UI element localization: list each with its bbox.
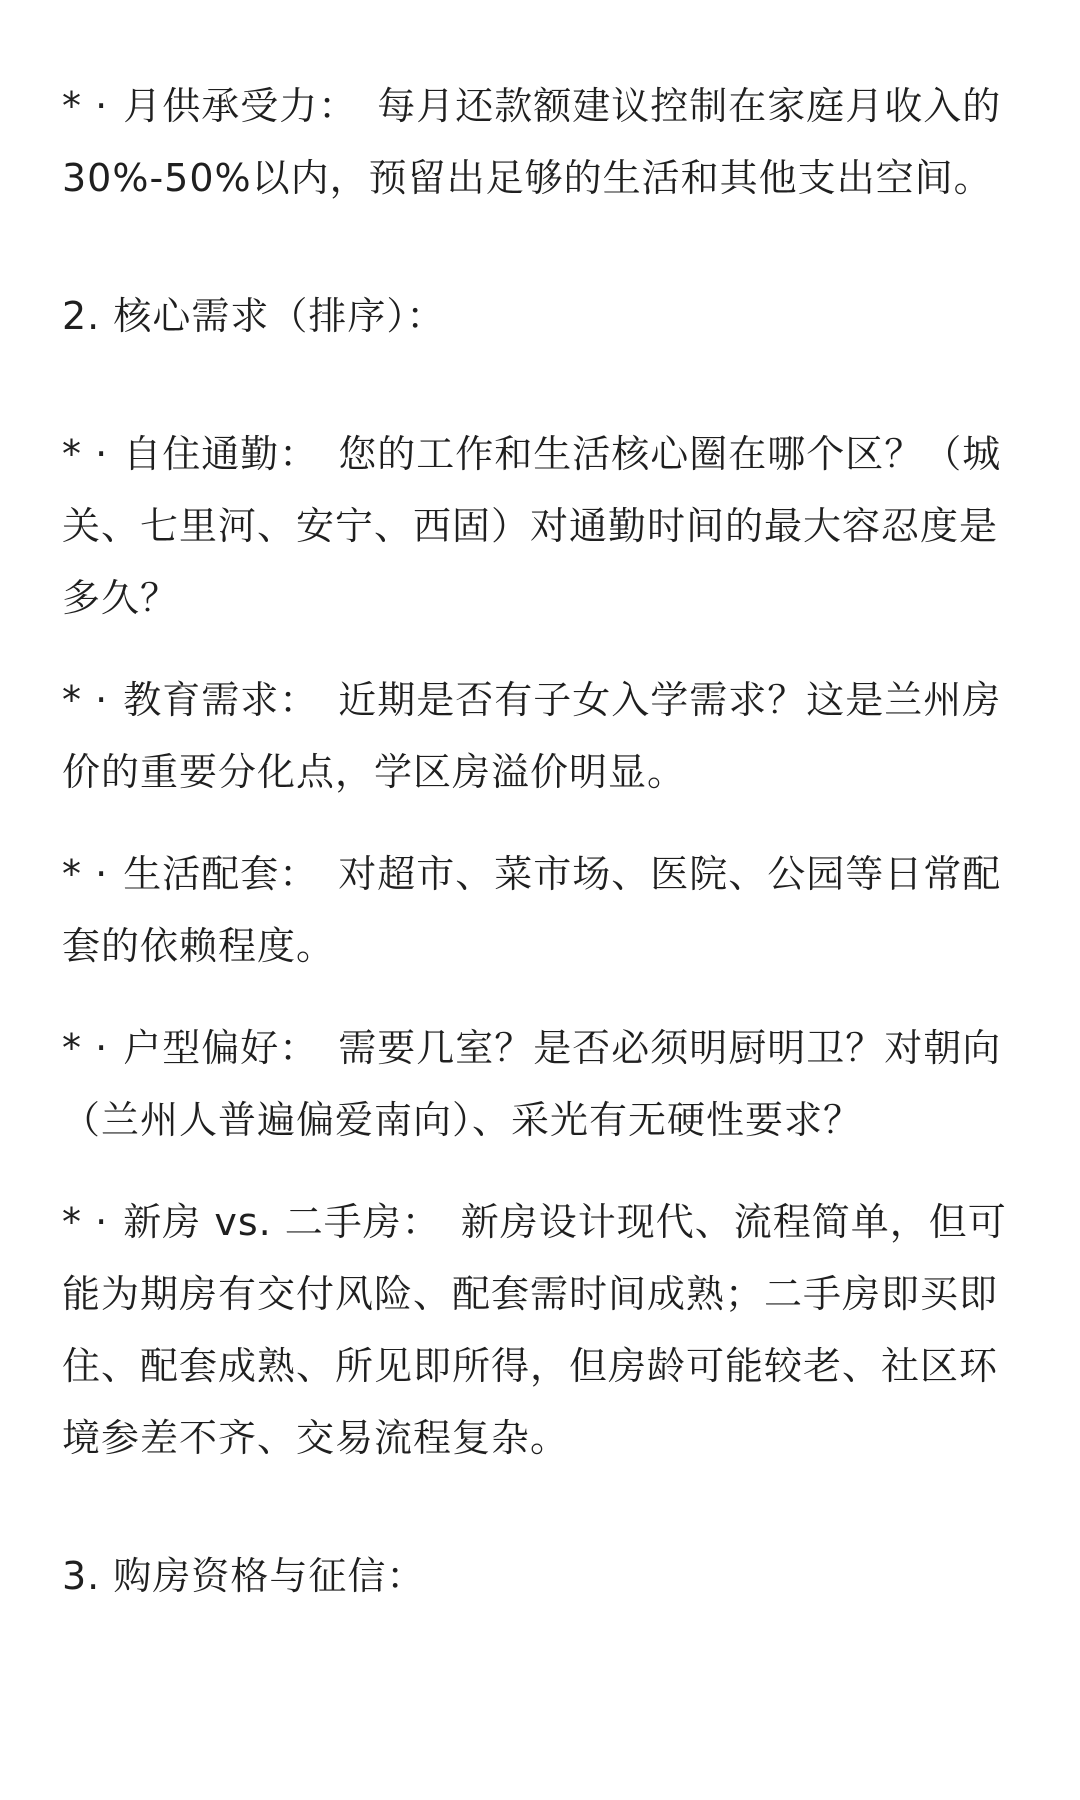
paragraph-commute bbox=[62, 418, 1018, 634]
paragraph-layout-preference bbox=[62, 1012, 1018, 1156]
item-text: 新房设计现代、流程简单，但可能为期房有交付风险、配套需时间成熟；二手房即买即住、配套成熟、所见即所得，但房龄可能较老、社区环境参差不齐、交易流程复杂。 bbox=[62, 1200, 1007, 1460]
paragraph-new-vs-secondhand bbox=[62, 1186, 1018, 1474]
bullet-marker: * · bbox=[62, 1200, 109, 1244]
bullet-marker: * · bbox=[62, 1026, 109, 1070]
item-text: 近期是否有子女入学需求？这是兰州房价的重要分化点，学区房溢价明显。 bbox=[62, 678, 1002, 794]
item-label: 月供承受力： bbox=[123, 84, 358, 128]
item-label: 教育需求： bbox=[123, 678, 319, 722]
item-text: 您的工作和生活核心圈在哪个区？（城关、七里河、安宁、西固）对通勤时间的最大容忍度是多久？ bbox=[62, 432, 1002, 620]
item-text: 每月还款额建议控制在家庭月收入的30%-50%以内，预留出足够的生活和其他支出空间。 bbox=[62, 84, 1002, 200]
section-heading-eligibility-credit: 3. 购房资格与征信： bbox=[62, 1554, 426, 1598]
section-heading-core-needs: 2. 核心需求（排序）： bbox=[62, 294, 446, 338]
bullet-marker: * · bbox=[62, 84, 109, 128]
paragraph-monthly-payment bbox=[62, 70, 1018, 214]
bullet-marker: * · bbox=[62, 852, 109, 896]
item-label: 自住通勤： bbox=[123, 432, 319, 476]
item-text: 需要几室？是否必须明厨明卫？对朝向（兰州人普遍偏爱南向）、采光有无硬性要求？ bbox=[62, 1026, 1002, 1142]
bullet-marker: * · bbox=[62, 432, 109, 476]
paragraph-amenities bbox=[62, 838, 1018, 982]
item-label: 户型偏好： bbox=[123, 1026, 319, 1070]
item-label: 生活配套： bbox=[123, 852, 319, 896]
paragraph-education bbox=[62, 664, 1018, 808]
bullet-marker: * · bbox=[62, 678, 109, 722]
item-label: 新房 vs. 二手房： bbox=[123, 1200, 441, 1244]
item-text: 对超市、菜市场、医院、公园等日常配套的依赖程度。 bbox=[62, 852, 1002, 968]
